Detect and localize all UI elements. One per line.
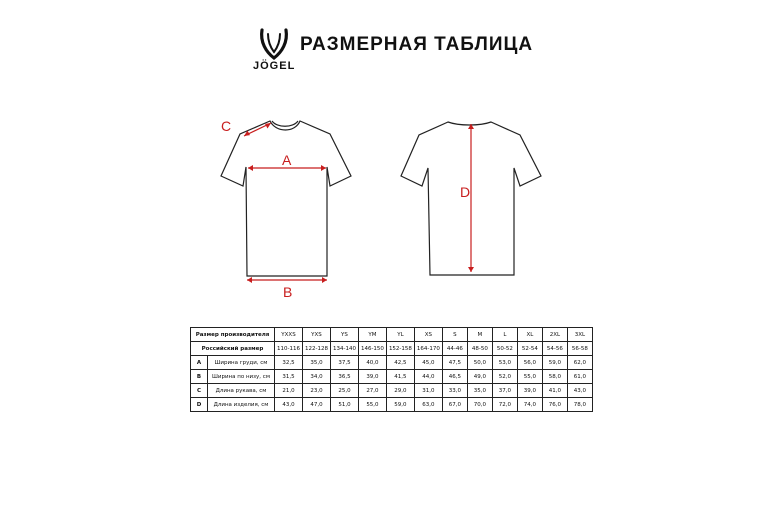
measurement-cell: 56,0 — [517, 356, 542, 370]
ru-size-cell: 122-128 — [302, 342, 330, 356]
measurement-arrows — [244, 123, 474, 283]
brand-name: JÖGEL — [253, 60, 296, 72]
measurement-cell: 47,5 — [442, 356, 467, 370]
measurement-cell: 37,5 — [330, 356, 358, 370]
measurement-cell: 63,0 — [414, 398, 442, 412]
row-letter-cell: C — [191, 384, 208, 398]
size-header-cell: YS — [330, 328, 358, 342]
measurement-cell: 31,5 — [275, 370, 303, 384]
row-letter-cell: B — [191, 370, 208, 384]
table-header-row — [191, 328, 593, 342]
row-name-cell: Длина изделия, см — [208, 398, 275, 412]
measurement-cell: 58,0 — [542, 370, 567, 384]
measurement-cell: 43,0 — [567, 384, 592, 398]
size-header-cell: L — [492, 328, 517, 342]
page-title: РАЗМЕРНАЯ ТАБЛИЦА — [300, 34, 534, 55]
ru-size-cell: 50-52 — [492, 342, 517, 356]
table-row — [191, 370, 593, 384]
measurement-cell: 33,0 — [442, 384, 467, 398]
measurement-cell: 27,0 — [358, 384, 386, 398]
row-name-cell: Ширина груди, см — [208, 356, 275, 370]
measurement-cell: 74,0 — [517, 398, 542, 412]
measurement-cell: 49,0 — [467, 370, 492, 384]
ru-size-cell: 48-50 — [467, 342, 492, 356]
measurement-cell: 53,0 — [492, 356, 517, 370]
measurement-cell: 52,0 — [492, 370, 517, 384]
ru-size-label-cell: Российский размер — [191, 342, 275, 356]
measurement-cell: 35,0 — [467, 384, 492, 398]
size-header-cell: YXS — [302, 328, 330, 342]
measurement-cell: 41,0 — [542, 384, 567, 398]
table-row — [191, 398, 593, 412]
row-name-cell: Ширина по низу, см — [208, 370, 275, 384]
measurement-cell: 41,5 — [386, 370, 414, 384]
measurement-cell: 55,0 — [517, 370, 542, 384]
size-header-cell: XL — [517, 328, 542, 342]
tshirt-front-outline — [221, 121, 351, 276]
row-letter-cell: A — [191, 356, 208, 370]
measurement-cell: 29,0 — [386, 384, 414, 398]
measurement-cell: 46,5 — [442, 370, 467, 384]
header-label-cell: Размер производителя — [191, 328, 275, 342]
measurement-cell: 72,0 — [492, 398, 517, 412]
size-header-cell: YL — [386, 328, 414, 342]
ru-size-cell: 52-54 — [517, 342, 542, 356]
measurement-cell: 50,0 — [467, 356, 492, 370]
measurement-cell: 43,0 — [275, 398, 303, 412]
measurement-cell: 55,0 — [358, 398, 386, 412]
measurement-cell: 23,0 — [302, 384, 330, 398]
size-header-cell: M — [467, 328, 492, 342]
measurement-cell: 37,0 — [492, 384, 517, 398]
size-header-cell: 3XL — [567, 328, 592, 342]
size-header-cell: XS — [414, 328, 442, 342]
measurement-cell: 35,0 — [302, 356, 330, 370]
measurement-cell: 39,0 — [517, 384, 542, 398]
measurement-cell: 45,0 — [414, 356, 442, 370]
dimension-b-label: B — [283, 284, 293, 300]
dimension-a-label: A — [282, 152, 292, 168]
measurement-cell: 61,0 — [567, 370, 592, 384]
ru-size-cell: 146-150 — [358, 342, 386, 356]
measurement-cell: 42,5 — [386, 356, 414, 370]
measurement-cell: 59,0 — [386, 398, 414, 412]
table-row — [191, 342, 593, 356]
ru-size-cell: 110-116 — [275, 342, 303, 356]
size-header-cell: YXXS — [275, 328, 303, 342]
ru-size-cell: 134-140 — [330, 342, 358, 356]
dimension-d-label: D — [460, 184, 471, 200]
measurement-cell: 62,0 — [567, 356, 592, 370]
measurement-cell: 39,0 — [358, 370, 386, 384]
ru-size-cell: 152-158 — [386, 342, 414, 356]
measurement-cell: 59,0 — [542, 356, 567, 370]
measurement-cell: 44,0 — [414, 370, 442, 384]
measurement-cell: 36,5 — [330, 370, 358, 384]
row-letter-cell: D — [191, 398, 208, 412]
measurement-cell: 40,0 — [358, 356, 386, 370]
row-name-cell: Длина рукава, см — [208, 384, 275, 398]
measurement-cell: 70,0 — [467, 398, 492, 412]
size-table — [190, 327, 593, 412]
dimension-c-label: C — [221, 118, 232, 134]
ru-size-cell: 54-56 — [542, 342, 567, 356]
measurement-cell: 76,0 — [542, 398, 567, 412]
measurement-cell: 21,0 — [275, 384, 303, 398]
ru-size-cell: 44-46 — [442, 342, 467, 356]
measurement-cell: 25,0 — [330, 384, 358, 398]
size-header-cell: YM — [358, 328, 386, 342]
measurement-cell: 78,0 — [567, 398, 592, 412]
size-header-cell: S — [442, 328, 467, 342]
measurement-cell: 67,0 — [442, 398, 467, 412]
measurement-cell: 32,5 — [275, 356, 303, 370]
measurement-cell: 51,0 — [330, 398, 358, 412]
table-row — [191, 384, 593, 398]
size-header-cell: 2XL — [542, 328, 567, 342]
measurement-cell: 31,0 — [414, 384, 442, 398]
measurement-cell: 34,0 — [302, 370, 330, 384]
ru-size-cell: 164-170 — [414, 342, 442, 356]
measurement-cell: 47,0 — [302, 398, 330, 412]
table-row — [191, 356, 593, 370]
ru-size-cell: 56-58 — [567, 342, 592, 356]
